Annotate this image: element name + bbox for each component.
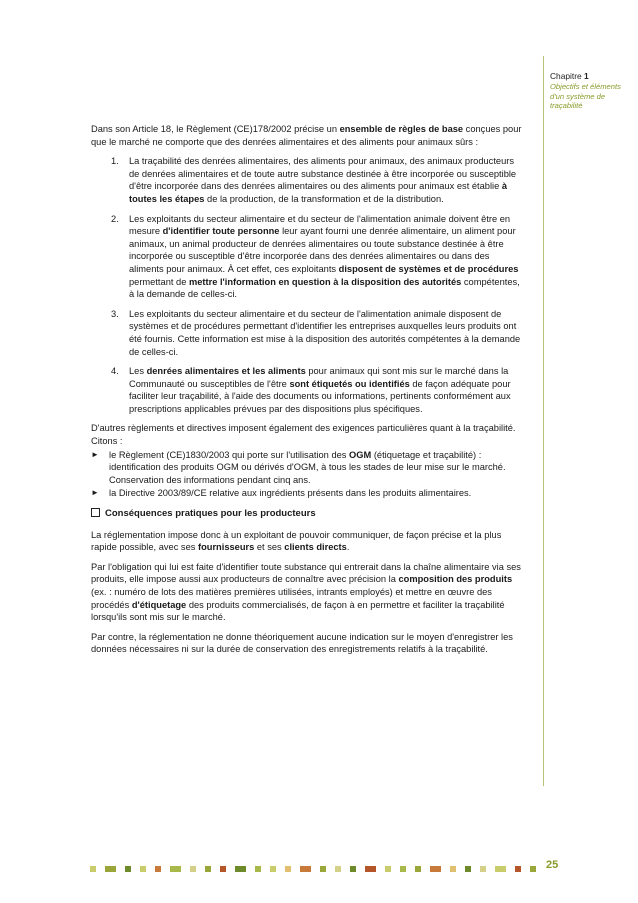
footer-square: [495, 866, 506, 872]
list-item: 3. Les exploitants du secteur alimentaire et du secteur de l'alimentation animale disposent de systèmes et de procédures permettant d'identifier les entreprises auxquelles leurs produits ont été fournis. Cette information est mise à la disposition des autorités compétentes à la demande de celles-ci.: [111, 308, 521, 357]
footer-color-bar: [90, 866, 550, 872]
checkbox-icon: [91, 508, 100, 517]
footer-square: [465, 866, 471, 872]
chapter-number: 1: [583, 71, 589, 81]
footer-square: [385, 866, 391, 872]
footer-square: [320, 866, 326, 872]
chapter-label: [550, 71, 589, 81]
footer-square: [170, 866, 181, 872]
footer-square: [335, 866, 341, 872]
footer-square: [155, 866, 161, 872]
footer-square: [415, 866, 421, 872]
paragraph: Par l'obligation qui lui est faite d'identifier toute substance qui entrerait dans la chaîne alimentaire via ses produits, elle impose aussi aux producteurs de connaître avec précision la composition des produits (ex. : numéro de lots des matières premières utilisées, intrants employés) et mettre en œuvre des procédés d'étiquetage des produits commercialisés, de façon à en permettre et faciliter la traçabilité lorsqu'ils sont mis sur le marché.: [91, 561, 521, 623]
footer-square: [125, 866, 131, 872]
footer-square: [90, 866, 96, 872]
footer-square: [530, 866, 536, 872]
chapter-title: Objectifs et éléments d'un système de traçabilité: [550, 82, 621, 111]
numbered-list: [91, 155, 523, 415]
footer-square: [105, 866, 116, 872]
footer-square: [365, 866, 376, 872]
footer-square: [235, 866, 246, 872]
chapter-word: Chapitre: [550, 71, 582, 81]
list-item: ► la Directive 2003/89/CE relative aux ingrédients présents dans les produits alimentaires.: [91, 488, 472, 499]
footer-square: [450, 866, 456, 872]
page-number: 25: [546, 859, 559, 871]
footer-square: [400, 866, 406, 872]
list-item: 1. La traçabilité des denrées alimentaires, des aliments pour animaux, des animaux producteurs de denrées alimentaires et de toute autre substance destinée à être incorporée ou susceptible d'être incorporée dans des denrées alimentaires ou des aliments pour animaux est établie à toutes les étapes de la production, de la transformation et de la distribution.: [111, 156, 517, 204]
footer-square: [430, 866, 441, 872]
paragraph: Par contre, la réglementation ne donne théoriquement aucune indication sur le moyen d'enregistrer les données nécessaires ni sur la durée de conservation des enregistrements relatifs à la traçabilité.: [91, 631, 513, 655]
intro-paragraph: Dans son Article 18, le Règlement (CE)178/2002 précise un ensemble de règles de base conçues pour que le marché ne comporte que des denrées alimentaires et des aliments pour animaux sûrs :: [91, 124, 522, 147]
list-item: 4. Les denrées alimentaires et les aliments pour animaux qui sont mis sur le marché dans la Communauté ou susceptibles de l'être sont étiquetés ou identifiés de façon adéquate pour faciliter leur traçabilité, à l'aide des documents ou informations, pertinents conformément aux prescriptions applicables prévues par des dispositions plus spécifiques.: [111, 366, 511, 414]
footer-square: [515, 866, 521, 872]
footer-square: [140, 866, 146, 872]
footer-square: [205, 866, 211, 872]
other-regulations-paragraph: D'autres règlements et directives imposent également des exigences particulières quant à la traçabilité. Citons :: [91, 423, 516, 447]
footer-square: [255, 866, 261, 872]
section-heading: Conséquences pratiques pour les producteurs: [91, 508, 523, 521]
arrow-bullet-icon: ►: [91, 488, 99, 498]
footer-square: [480, 866, 486, 872]
list-item: ► le Règlement (CE)1830/2003 qui porte sur l'utilisation des OGM (étiquetage et traçabilité) : identification des produits OGM ou dérivés d'OGM, à tous les stades de leur mise sur le marché. Conservation des informations pendant cinq ans.: [91, 449, 506, 485]
list-item: 2. Les exploitants du secteur alimentaire et du secteur de l'alimentation animale doivent être en mesure d'identifier toute personne leur ayant fourni une denrée alimentaire, un aliment pour animaux, un animal producteur de denrées alimentaires ou toute substance destinée à être incorporée ou susceptible d'être incorporée dans des denrées alimentaires ou dans des aliments pour animaux. À cet effet, ces exploitants disposent de systèmes et de procédures permettant de mettre l'information en question à la disposition des autorités compétentes, à la demande de celles-ci.: [111, 213, 520, 300]
sidebar-rule: [543, 56, 634, 786]
arrow-bullet-icon: ►: [91, 449, 99, 459]
footer-square: [285, 866, 291, 872]
footer-square: [300, 866, 311, 872]
main-text: [91, 123, 523, 663]
footer-square: [220, 866, 226, 872]
paragraph: La réglementation impose donc à un exploitant de pouvoir communiquer, de façon précise et la plus rapide possible, avec ses fournisseurs et ses clients directs.: [91, 529, 502, 553]
footer-square: [270, 866, 276, 872]
footer-square: [350, 866, 356, 872]
footer-square: [190, 866, 196, 872]
bullet-list: [91, 449, 523, 500]
